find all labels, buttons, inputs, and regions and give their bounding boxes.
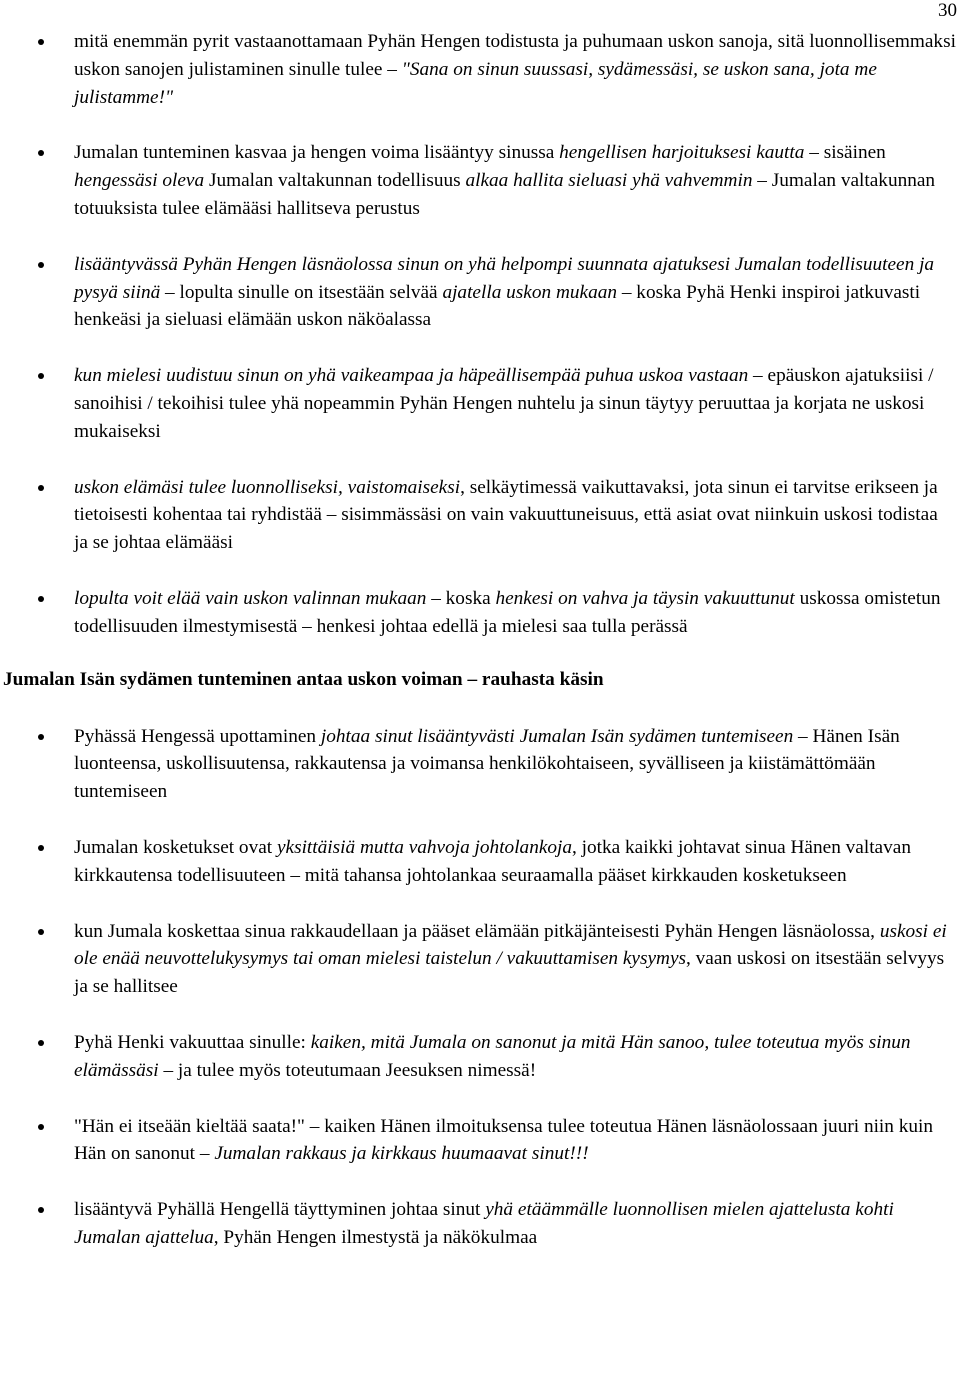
- text: – Jumalan valtakunnan totuuksista tulee elämääsi hallitseva perustus: [74, 170, 936, 219]
- text: Pyhässä Hengessä upottaminen: [74, 725, 321, 747]
- italic-text: hengessäsi oleva: [74, 170, 205, 192]
- italic-text: ajatella uskon mukaan: [442, 281, 618, 303]
- italic-text: henkesi on vahva ja täysin vakuuttunut: [495, 587, 795, 609]
- italic-text: Jumalan rakkaus ja kirkkaus huumaavat sinut!!!: [214, 1143, 589, 1165]
- list-item: [0, 1196, 960, 1252]
- list-item: [0, 1113, 960, 1169]
- italic-text: uskosi ei ole enää neuvottelukysymys tai oman mielesi taistelun / vakuuttamisen kysymys: [74, 920, 947, 970]
- italic-text: kaiken, mitä Jumala on sanonut ja mitä Hän sanoo, tulee toteutua myös sinun elämässäsi: [74, 1031, 911, 1081]
- italic-text: kun mielesi uudistuu sinun on yhä vaikeampaa ja häpeällisempää puhua uskoa vastaan: [74, 365, 749, 387]
- italic-text: yhä etäämmälle luonnollisen mielen ajattelusta kohti Jumalan ajattelua: [74, 1199, 894, 1248]
- italic-text: yksittäisiä mutta vahvoja johtolankoja: [276, 836, 573, 858]
- section-heading: Jumalan Isän sydämen tunteminen antaa uskon voiman – rauhasta käsin: [3, 668, 604, 690]
- text: , selkäytimessä vaikuttavaksi, jota sinun ei tarvitse erikseen ja tietoisesti kohentaa tai ryhdistää – sisimmässäsi on vain vakuuttuneisuus, että asiat ovat niinkuin uskosi todistaa ja se johtaa elämääsi: [74, 476, 938, 554]
- text: kun Jumala koskettaa sinua rakkaudellaan ja pääset elämään pitkäjänteisesti Pyhän Hengen läsnäolossa,: [74, 920, 880, 942]
- text: – lopulta sinulle on itsestään selvää: [160, 281, 443, 303]
- text: – epäuskon ajatuksiisi / sanoihisi / tekoihisi tulee yhä nopeammin Pyhän Hengen nuhtelu ja sinun täytyy peruuttaa ja korjata ne uskosi mukaiseksi: [74, 365, 934, 442]
- bullet-list-faith-growth: [0, 28, 960, 641]
- text: – sisäinen: [804, 142, 886, 164]
- bullet-list-father-heart: [0, 723, 960, 1252]
- text: Pyhä Henki vakuuttaa sinulle:: [74, 1031, 311, 1053]
- text: Jumalan tunteminen kasvaa ja hengen voima lisääntyy sinussa: [74, 142, 560, 164]
- text: – koska: [426, 587, 496, 609]
- page-number: 30: [938, 0, 957, 21]
- text: mitä enemmän pyrit vastaanottamaan Pyhän Hengen todistusta ja puhumaan uskon sanoja, sitä luonnollisemmaksi uskon sanojen julistaminen sinulle tulee –: [74, 31, 956, 80]
- list-item: [0, 723, 960, 806]
- list-item: [0, 28, 960, 111]
- list-item: [0, 1029, 960, 1085]
- list-item: [0, 362, 960, 445]
- list-item: [0, 585, 960, 641]
- list-item: [0, 918, 960, 1001]
- document-body: [0, 28, 960, 1280]
- list-item: [0, 474, 960, 557]
- text: – ja tulee myös toteutumaan Jeesuksen nimessä!: [158, 1059, 537, 1081]
- italic-text: lopulta voit elää vain uskon valinnan mukaan: [74, 587, 427, 609]
- text: Jumalan kosketukset ovat: [74, 836, 277, 858]
- text: Jumalan valtakunnan todellisuus: [204, 170, 466, 192]
- text: lisääntyvä Pyhällä Hengellä täyttyminen johtaa sinut: [74, 1199, 486, 1221]
- list-item: [0, 139, 960, 222]
- italic-text: hengellisen harjoituksesi kautta: [559, 142, 805, 164]
- italic-text: johtaa sinut lisääntyvästi Jumalan Isän sydämen tuntemiseen: [320, 725, 794, 747]
- list-item: [0, 251, 960, 334]
- text: , vaan uskosi on itsestään selvyys ja se hallitsee: [74, 948, 945, 998]
- text: , Pyhän Hengen ilmestystä ja näkökulmaa: [213, 1226, 538, 1248]
- italic-text: alkaa hallita sieluasi yhä vahvemmin: [465, 170, 753, 192]
- text: "Hän ei itseään kieltää saata!" – kaiken Hänen ilmoituksensa tulee toteutua Hänen läsnäolossaan juuri niin kuin Hän on sanonut –: [74, 1115, 934, 1165]
- italic-text: "Sana on sinun suussasi, sydämessäsi, se uskon sana, jota me julistamme!": [74, 58, 877, 108]
- italic-text: uskon elämäsi tulee luonnolliseksi, vaistomaiseksi: [74, 476, 461, 498]
- text: – koska Pyhä Henki inspiroi jatkuvasti henkeäsi ja sieluasi elämään uskon näköalassa: [74, 281, 921, 331]
- list-item: [0, 834, 960, 890]
- italic-text: lisääntyvässä Pyhän Hengen läsnäolossa sinun on yhä helpompi suunnata ajatuksesi Jumalan todellisuuteen ja pysyä siinä: [74, 253, 935, 303]
- text: – Hänen Isän luonteensa, uskollisuutensa, rakkautensa ja voimansa henkilökohtaiseen, syvälliseen ja kiistämättömään tuntemiseen: [74, 725, 900, 803]
- text: , jotka kaikki johtavat sinua Hänen valtavan kirkkautensa todellisuuteen – mitä tahansa johtolankaa seuraamalla pääset kirkkauden kosketukseen: [74, 836, 911, 886]
- text: uskossa omistetun todellisuuden ilmestymisestä – henkesi johtaa edellä ja mielesi saa tulla perässä: [74, 587, 941, 637]
